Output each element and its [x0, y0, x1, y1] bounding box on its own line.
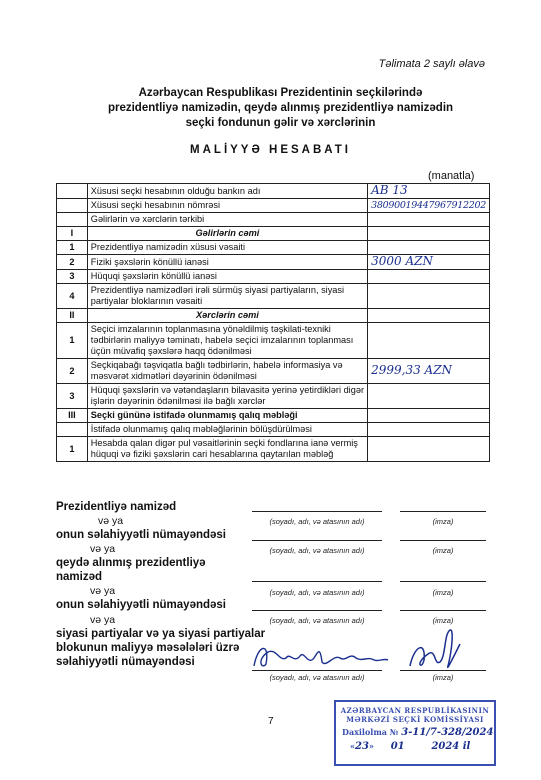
stamp-entry-label: Daxilolma № — [342, 727, 399, 737]
row-number: 3 — [57, 270, 88, 284]
row-description: Seçici imzalarının toplanmasına yönəldilmiş təşkilati-texniki tədbirlərin maliyyə təminatı, habelə seçici imzalarının toplanması üçün müvafiq şəxslərə haqq ödənilməsi — [87, 323, 367, 359]
row-value — [368, 437, 490, 462]
row-number — [57, 184, 88, 199]
row-value — [368, 409, 490, 423]
table-row — [57, 199, 490, 213]
sig-line-sign-3 — [400, 581, 486, 582]
row-value — [368, 423, 490, 437]
sig-line-name-4 — [252, 610, 382, 611]
row-value — [368, 284, 490, 309]
table-row — [57, 359, 490, 384]
row-number: 1 — [57, 241, 88, 255]
row-description: İstifadə olunmamış qalıq məbləğlərinin bölüşdürülməsi — [87, 423, 367, 437]
row-number: III — [57, 409, 88, 423]
table-row — [57, 184, 490, 199]
row-description: Hüquqi şəxslərin könüllü ianəsi — [87, 270, 367, 284]
title-line-3: seçki fondunun gəlir və xərclərinin — [185, 117, 376, 129]
row-number — [57, 213, 88, 227]
sig-registered-rep: onun səlahiyyətli nümayəndəsi — [56, 599, 226, 611]
sig-hint-name-1: (soyadı, adı, və atasının adı) — [269, 517, 365, 526]
row-number: 4 — [57, 284, 88, 309]
table-row — [57, 384, 490, 409]
registration-stamp — [334, 700, 496, 766]
row-description: Xüsusi seçki hesabının nömrəsi — [87, 199, 367, 213]
row-description: Hüquqi şəxslərin və vətəndaşların bilavasitə yerinə yetirdikləri digər işlərin dəyərinin ödənilməsi ilə bağlı xərclər — [87, 384, 367, 409]
row-value — [368, 199, 490, 213]
sig-or-2: və ya — [90, 543, 116, 555]
sig-registered-candidate: qeydə alınmış prezidentliyə namizəd — [56, 557, 206, 583]
handwritten-value: 3000 AZN — [371, 254, 433, 268]
sig-hint-name-4: (soyadı, adı, və atasının adı) — [269, 616, 365, 625]
row-value — [368, 213, 490, 227]
sig-line-name-2 — [252, 540, 382, 541]
row-number: I — [57, 227, 88, 241]
row-description: Gəlirlərin cəmi — [87, 227, 367, 241]
stamp-line-2: MƏRKƏZİ SEÇKİ KOMİSSİYASI — [346, 715, 484, 724]
row-number: 2 — [57, 255, 88, 270]
sig-hint-sign-5: (imza) — [432, 673, 454, 682]
row-description: Seçkiqabağı təşviqatla bağlı tədbirlərin, habelə informasiya və məsvərət xidmətləri dəyərinin ödənilməsi — [87, 359, 367, 384]
handwritten-value: 2999,33 AZN — [371, 363, 453, 377]
attachment-label: Təlimata 2 saylı əlavə — [378, 58, 485, 70]
row-value — [368, 323, 490, 359]
row-number: 2 — [57, 359, 88, 384]
handwritten-value: AB 13 — [371, 183, 408, 197]
sig-line-sign-2 — [400, 540, 486, 541]
row-value — [368, 384, 490, 409]
row-number: 1 — [57, 323, 88, 359]
table-row — [57, 423, 490, 437]
table-row — [57, 270, 490, 284]
stamp-date-day: 23 — [355, 741, 369, 752]
sig-hint-sign-3: (imza) — [432, 588, 454, 597]
row-number — [57, 423, 88, 437]
stamp-entry-row — [342, 727, 494, 738]
row-description: Gəlirlərin və xərclərin tərkibi — [87, 213, 367, 227]
sig-party-rep: siyasi partiyalar və ya siyasi partiyalar blokunun maliyyə məsələləri üzrə səlahiyyətli nümayəndəsi — [56, 628, 266, 668]
row-description: Hesabda qalan digər pul vəsaitlərinin seçki fondlarına ianə vermiş hüquqi və fiziki şəxslərin cari hesablarına qaytarılan məbləğ — [87, 437, 367, 462]
table-row — [57, 437, 490, 462]
table-row — [57, 255, 490, 270]
sig-or-1: və ya — [98, 515, 124, 527]
sig-line-name-5 — [252, 670, 382, 671]
title-line-1: Azərbaycan Respublikası Prezidentinin seçkilərində — [138, 87, 423, 99]
row-number: II — [57, 309, 88, 323]
stamp-date-year: 2024 il — [431, 741, 471, 752]
row-value — [368, 270, 490, 284]
row-value — [368, 227, 490, 241]
row-number: 1 — [57, 437, 88, 462]
table-row — [57, 409, 490, 423]
row-description: Xərclərin cəmi — [87, 309, 367, 323]
sig-line-sign-1 — [400, 511, 486, 512]
stamp-date-month: 01 — [390, 741, 405, 752]
handwritten-value: 38090019447967912202 — [371, 200, 486, 211]
sig-hint-sign-4: (imza) — [432, 616, 454, 625]
sig-line-name-3 — [252, 581, 382, 582]
handwritten-signature — [404, 626, 464, 674]
stamp-entry-number: 3-11/7-328/2024 — [401, 727, 494, 738]
row-value — [368, 184, 490, 199]
row-description: Prezidentliyə namizədləri irəli sürmüş siyasi partiyaların, siyasi partiyalar bloklarının vəsaiti — [87, 284, 367, 309]
title-line-2: prezidentliyə namizədin, qeydə alınmış prezidentliyə namizədin — [107, 102, 454, 114]
row-description: Fiziki şəxslərin könüllü ianəsi — [87, 255, 367, 270]
handwritten-name-signature — [250, 638, 390, 672]
table-row — [57, 227, 490, 241]
table-row — [57, 241, 490, 255]
sig-hint-name-2: (soyadı, adı, və atasının adı) — [269, 546, 365, 555]
row-description: Xüsusi seçki hesabının olduğu bankın adı — [87, 184, 367, 199]
financial-report-table — [56, 183, 490, 462]
sig-hint-name-3: (soyadı, adı, və atasının adı) — [269, 588, 365, 597]
row-number: 3 — [57, 384, 88, 409]
sig-line-name-1 — [252, 511, 382, 512]
stamp-date-row: «23» 01 2024 il — [350, 741, 471, 752]
row-value — [368, 255, 490, 270]
row-description: Prezidentliyə namizədin xüsusi vəsaiti — [87, 241, 367, 255]
sig-hint-sign-1: (imza) — [432, 517, 454, 526]
document-subtitle: MALİYYƏ HESABATI — [190, 144, 351, 156]
row-number — [57, 199, 88, 213]
row-value — [368, 309, 490, 323]
table-row — [57, 323, 490, 359]
row-value — [368, 241, 490, 255]
sig-hint-sign-2: (imza) — [432, 546, 454, 555]
row-description: Seçki gününə istifadə olunmamış qalıq məbləği — [87, 409, 367, 423]
sig-or-4: və ya — [90, 614, 116, 626]
table-row — [57, 284, 490, 309]
stamp-line-1: AZƏRBAYCAN RESPUBLİKASININ — [340, 706, 490, 715]
unit-label: (manatla) — [428, 170, 475, 182]
sig-candidate-rep: onun səlahiyyətli nümayəndəsi — [56, 529, 226, 541]
table-row — [57, 309, 490, 323]
sig-line-sign-4 — [400, 610, 486, 611]
sig-hint-name-5: (soyadı, adı, və atasının adı) — [269, 673, 365, 682]
table-row — [57, 213, 490, 227]
sig-candidate: Prezidentliyə namizəd — [56, 501, 177, 513]
row-value — [368, 359, 490, 384]
document-title — [60, 86, 501, 131]
sig-or-3: və ya — [90, 585, 116, 597]
sig-line-sign-5 — [400, 670, 486, 671]
page-number: 7 — [268, 716, 274, 727]
